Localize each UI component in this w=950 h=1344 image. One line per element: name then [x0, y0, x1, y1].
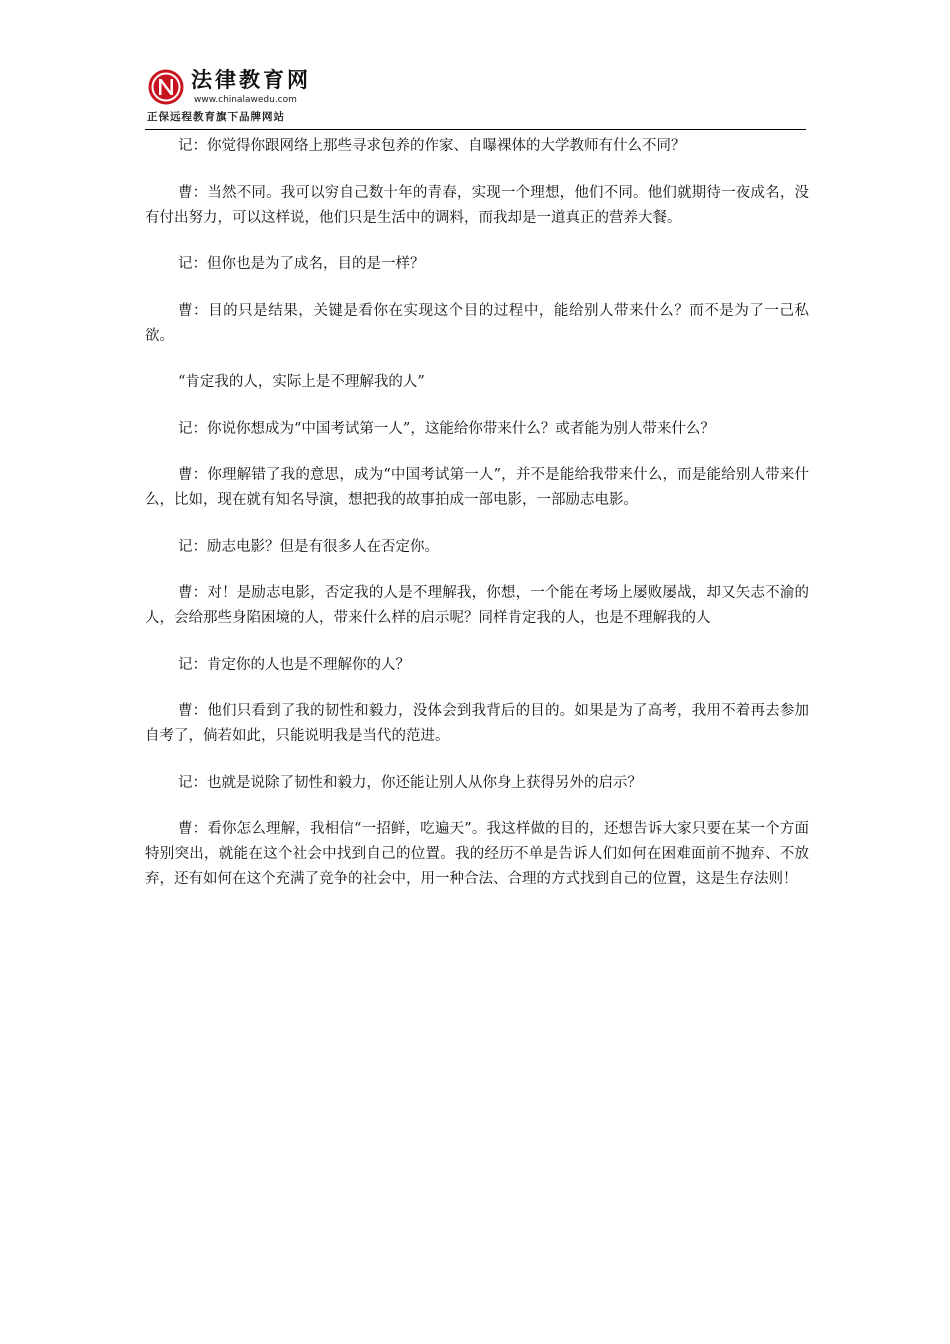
paragraph: 记：你觉得你跟网络上那些寻求包养的作家、自曝裸体的大学教师有什么不同？	[178, 138, 686, 154]
site-url[interactable]: www.chinalawedu.com	[194, 95, 297, 105]
paragraph: 曹：你理解错了我的意思，成为“中国考试第一人”，并不是能给我带来什么，而是能给别人带来什么，比如，现在就有知名导演，想把我的故事拍成一部电影，一部励志电影。	[145, 467, 809, 508]
paragraph: 曹：看你怎么理解，我相信“一招鲜，吃遍天”。我这样做的目的，还想告诉大家只要在某一个方面特别突出，就能在这个社会中找到自己的位置。我的经历不单是告诉人们如何在困难面前不抛弃、不放弃，还有如何在这个充满了竞争的社会中，用一种合法、合理的方式找到自己的位置，这是生存法则！	[145, 821, 809, 887]
paragraph: 记：肯定你的人也是不理解你的人？	[178, 656, 410, 673]
paragraph: 记：你说你想成为“中国考试第一人”，这能给你带来什么？或者能为别人带来什么？	[178, 420, 715, 437]
paragraph: 曹：他们只看到了我的韧性和毅力，没体会到我背后的目的。如果是为了高考，我用不着再去参加自考了，倘若如此，只能说明我是当代的范进。	[145, 703, 809, 744]
header-divider	[145, 129, 806, 130]
paragraph: 记：但你也是为了成名，目的是一样？	[178, 256, 425, 272]
law-shield-logo-icon	[147, 68, 185, 106]
paragraph: 记：也就是说除了韧性和毅力，你还能让别人从你身上获得另外的启示？	[178, 774, 642, 791]
site-tagline: 正保远程教育旗下品牌网站	[147, 111, 285, 123]
paragraph: 曹：对！是励志电影，否定我的人是不理解我，你想，一个能在考场上屡败屡战，却又矢志不渝的人，会给那些身陷困境的人，带来什么样的启示呢？同样肯定我的人，也是不理解我的人	[145, 585, 809, 626]
page-header	[145, 64, 805, 130]
paragraph: 曹：目的只是结果，关键是看你在实现这个目的过程中，能给别人带来什么？而不是为了一己私欲。	[145, 302, 809, 344]
section-heading: “肯定我的人，实际上是不理解我的人”	[178, 374, 425, 390]
paragraph: 曹：当然不同。我可以穷自己数十年的青春，实现一个理想，他们不同。他们就期待一夜成名，没有付出努力，可以这样说，他们只是生活中的调料，而我却是一道真正的营养大餐。	[145, 184, 809, 226]
article-body	[145, 134, 809, 914]
paragraph: 记：励志电影？但是有很多人在否定你。	[178, 538, 439, 555]
site-name: 法律教育网	[191, 68, 311, 92]
